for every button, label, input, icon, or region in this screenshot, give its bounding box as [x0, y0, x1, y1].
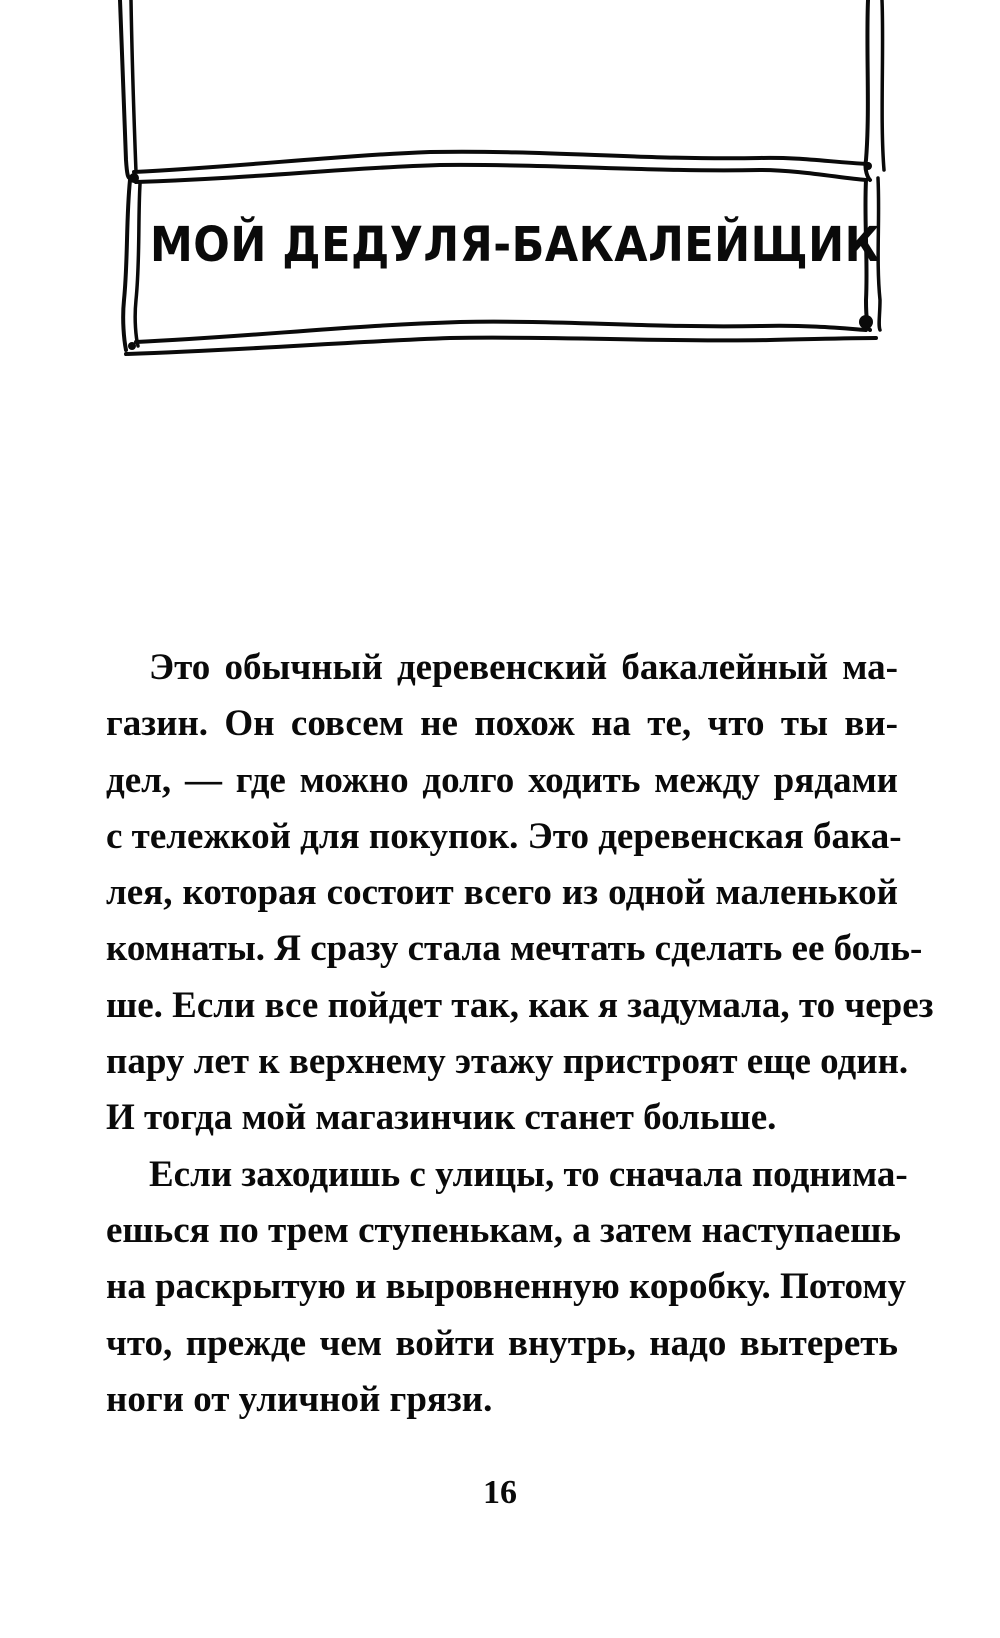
sign-frame-drawing — [0, 0, 1000, 380]
page-number: 16 — [483, 1474, 517, 1511]
text-line: ешься по трем ступенькам, а затем наступаешь — [106, 1209, 901, 1251]
text-line: дел, — где можно долго ходить между рядами — [106, 759, 898, 801]
text-line: с тележкой для покупок. Это деревенская бака- — [106, 815, 902, 857]
chapter-title: МОЙ ДЕДУЛЯ-БАКАЛЕЙЩИК — [150, 217, 881, 274]
text-line: газин. Он совсем не похож на те, что ты ви- — [106, 703, 898, 745]
paragraph-2 — [106, 1147, 908, 1428]
text-line: ноги от уличной грязи. — [106, 1378, 493, 1420]
text-line: И тогда мой магазинчик станет больше. — [106, 1097, 777, 1139]
text-line: Это обычный деревенский бакалейный ма- — [149, 647, 898, 688]
text-line: Если заходишь с улицы, то сначала поднима- — [149, 1153, 908, 1195]
paragraph-1 — [106, 640, 934, 1147]
text-line: ше. Если все пойдет так, как я задумала, то через — [106, 984, 934, 1026]
text-line: на раскрытую и выровненную коробку. Потому — [106, 1266, 907, 1308]
text-line: пару лет к верхнему этажу пристроят еще один. — [106, 1041, 909, 1083]
text-line: комнаты. Я сразу стала мечтать сделать ее боль- — [106, 928, 923, 970]
text-line: лея, которая состоит всего из одной маленькой — [106, 872, 898, 914]
body-text — [106, 640, 934, 1428]
text-line: что, прежде чем войти внутрь, надо вытереть — [106, 1322, 898, 1364]
